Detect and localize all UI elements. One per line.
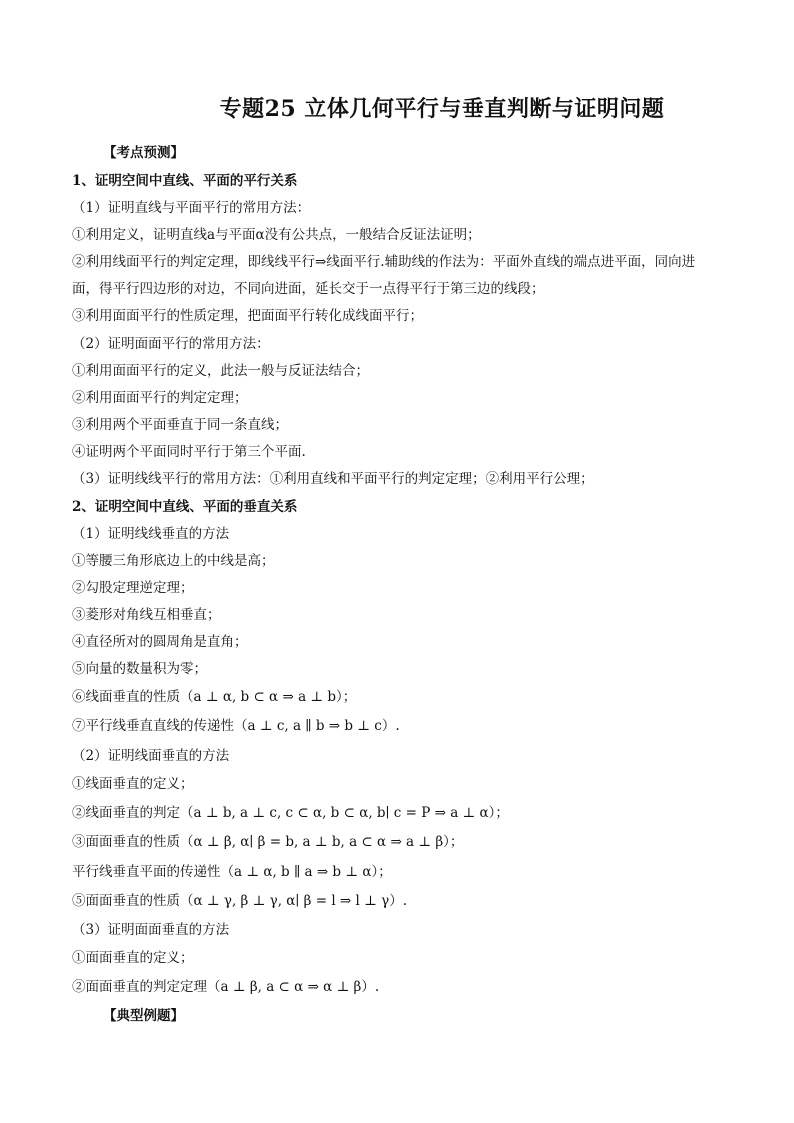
text-line: ④直径所对的圆周角是直角； xyxy=(72,634,248,650)
section-heading-exam-points: 【考点预测】 xyxy=(103,145,184,161)
text-line: ①面面垂直的定义； xyxy=(72,950,194,966)
subheading-line-plane-perpendicular: （2）证明线面垂直的方法 xyxy=(72,748,230,764)
subheading-line-line-perpendicular: （1）证明线线垂直的方法 xyxy=(72,526,230,542)
subheading-line-line-parallel: （3）证明线线平行的常用方法：①利用直线和平面平行的判定定理；②利用平行公理； xyxy=(72,471,594,487)
text-line: ⑤向量的数量积为零； xyxy=(72,661,207,677)
formula-line: 平行线垂直平面的传递性（a ⊥ α, b ∥ a ⇒ b ⊥ α）； xyxy=(72,864,392,880)
text-line: ③菱形对角线互相垂直； xyxy=(72,607,221,623)
text-line: ②利用面面平行的判定定理； xyxy=(72,390,248,406)
formula-line: ②面面垂直的判定定理（a ⊥ β, a ⊂ α ⇒ α ⊥ β）. xyxy=(72,979,380,995)
heading-perpendicular-relations: 2、证明空间中直线、平面的垂直关系 xyxy=(72,499,298,515)
section-heading-typical-examples: 【典型例题】 xyxy=(103,1008,184,1024)
formula-line: ②线面垂直的判定（a ⊥ b, a ⊥ c, c ⊂ α, b ⊂ α, b∣ c = P ⇒ a ⊥ α）； xyxy=(72,805,509,821)
formula-line: ⑤面面垂直的性质（α ⊥ γ, β ⊥ γ, α∣ β = l ⇒ l ⊥ γ）. xyxy=(72,893,407,909)
text-line: ①利用定义，证明直线a与平面α没有公共点，一般结合反证法证明； xyxy=(72,227,481,243)
text-line: ②利用线面平行的判定定理，即线线平行⇒线面平行.辅助线的作法为：平面外直线的端点进平面，同向进 xyxy=(72,254,696,270)
subheading-plane-plane-parallel: （2）证明面面平行的常用方法： xyxy=(72,336,270,352)
heading-parallel-relations: 1、证明空间中直线、平面的平行关系 xyxy=(72,173,298,189)
text-line: 面，得平行四边形的对边，不同向进面，延长交于一点得平行于第三边的线段； xyxy=(72,281,545,297)
subheading-line-plane-parallel: （1）证明直线与平面平行的常用方法： xyxy=(72,200,311,216)
text-line: ①利用面面平行的定义，此法一般与反证法结合； xyxy=(72,363,369,379)
text-line: ③利用面面平行的性质定理，把面面平行转化成线面平行； xyxy=(72,308,423,324)
text-line: ③利用两个平面垂直于同一条直线； xyxy=(72,417,288,433)
subheading-plane-plane-perpendicular: （3）证明面面垂直的方法 xyxy=(72,922,230,938)
text-line: ①线面垂直的定义； xyxy=(72,776,194,792)
formula-line: ③面面垂直的性质（α ⊥ β, α∣ β = b, a ⊥ b, a ⊂ α ⇒ a ⊥ β）； xyxy=(72,834,464,850)
formula-line: ⑥线面垂直的性质（a ⊥ α, b ⊂ α ⇒ a ⊥ b）； xyxy=(72,689,357,705)
document-title: 专题25 立体几何平行与垂直判断与证明问题 xyxy=(219,96,665,122)
formula-line: ⑦平行线垂直直线的传递性（a ⊥ c, a ∥ b ⇒ b ⊥ c）. xyxy=(72,718,400,734)
text-line: ①等腰三角形底边上的中线是高； xyxy=(72,553,275,569)
text-line: ②勾股定理逆定理； xyxy=(72,580,194,596)
text-line: ④证明两个平面同时平行于第三个平面. xyxy=(72,444,306,460)
